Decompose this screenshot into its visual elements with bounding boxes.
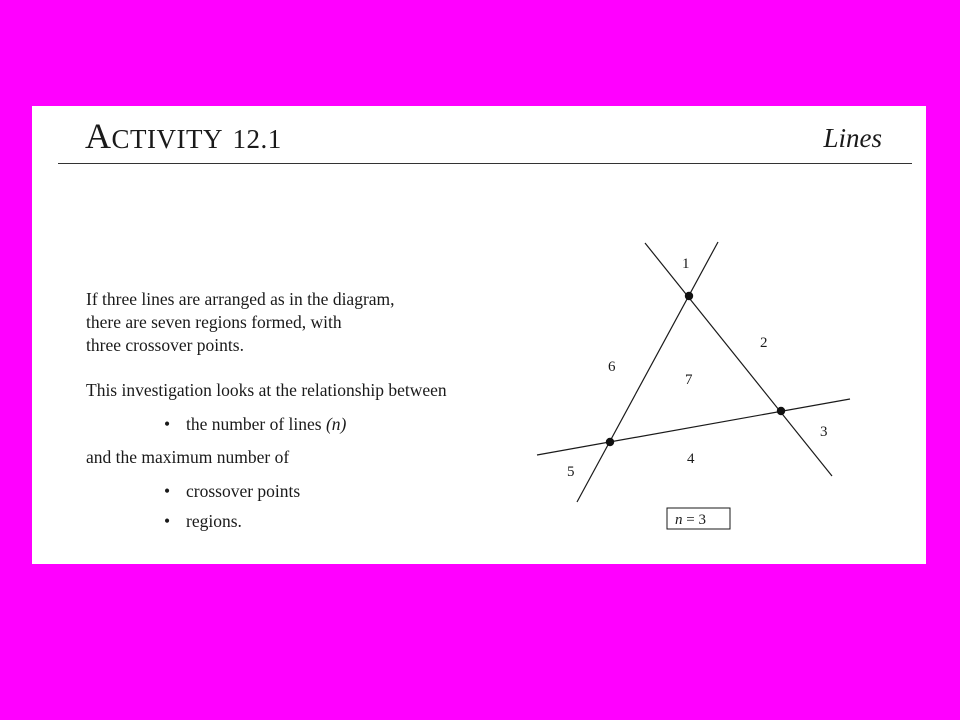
- activity-number: 12.1: [232, 124, 282, 154]
- intro-line-1: If three lines are arranged as in the diagram,: [86, 289, 395, 309]
- intro-line-2: there are seven regions formed, with: [86, 312, 342, 332]
- intro-line-3: three crossover points.: [86, 335, 244, 355]
- activity-subject: Lines: [823, 123, 882, 153]
- region-label-7: 7: [685, 372, 693, 388]
- investigation-statement: This investigation looks at the relationship between: [86, 380, 447, 400]
- bullet-glyph: •: [164, 511, 171, 531]
- three-lines-diagram: [32, 106, 926, 564]
- activity-title-rest: CTIVITY: [111, 124, 223, 154]
- activity-sheet: [32, 106, 926, 564]
- caption-value: = 3: [682, 512, 706, 528]
- region-label-1: 1: [682, 256, 690, 272]
- maximum-number-statement: and the maximum number of: [86, 447, 290, 467]
- bullet-text: regions.: [186, 511, 242, 531]
- bullet-glyph: •: [164, 481, 171, 501]
- line-a: [645, 243, 832, 476]
- region-label-3: 3: [820, 424, 828, 440]
- variable-n: (n): [325, 414, 347, 434]
- region-label-4: 4: [687, 451, 695, 467]
- bullet-text: the number of lines: [186, 414, 322, 434]
- region-label-6: 6: [608, 359, 616, 375]
- caption-variable: n: [675, 512, 683, 528]
- crossover-point-left: [606, 438, 614, 446]
- region-label-5: 5: [567, 464, 575, 480]
- region-label-2: 2: [760, 335, 768, 351]
- caption-n-equals-3: [675, 512, 706, 528]
- line-b: [577, 242, 718, 502]
- bullet-glyph: •: [164, 414, 171, 434]
- activity-title-initial: A: [85, 116, 112, 156]
- crossover-point-right: [777, 407, 785, 415]
- line-c: [537, 399, 850, 455]
- bullet-text: crossover points: [186, 481, 301, 501]
- crossover-point-top: [685, 292, 693, 300]
